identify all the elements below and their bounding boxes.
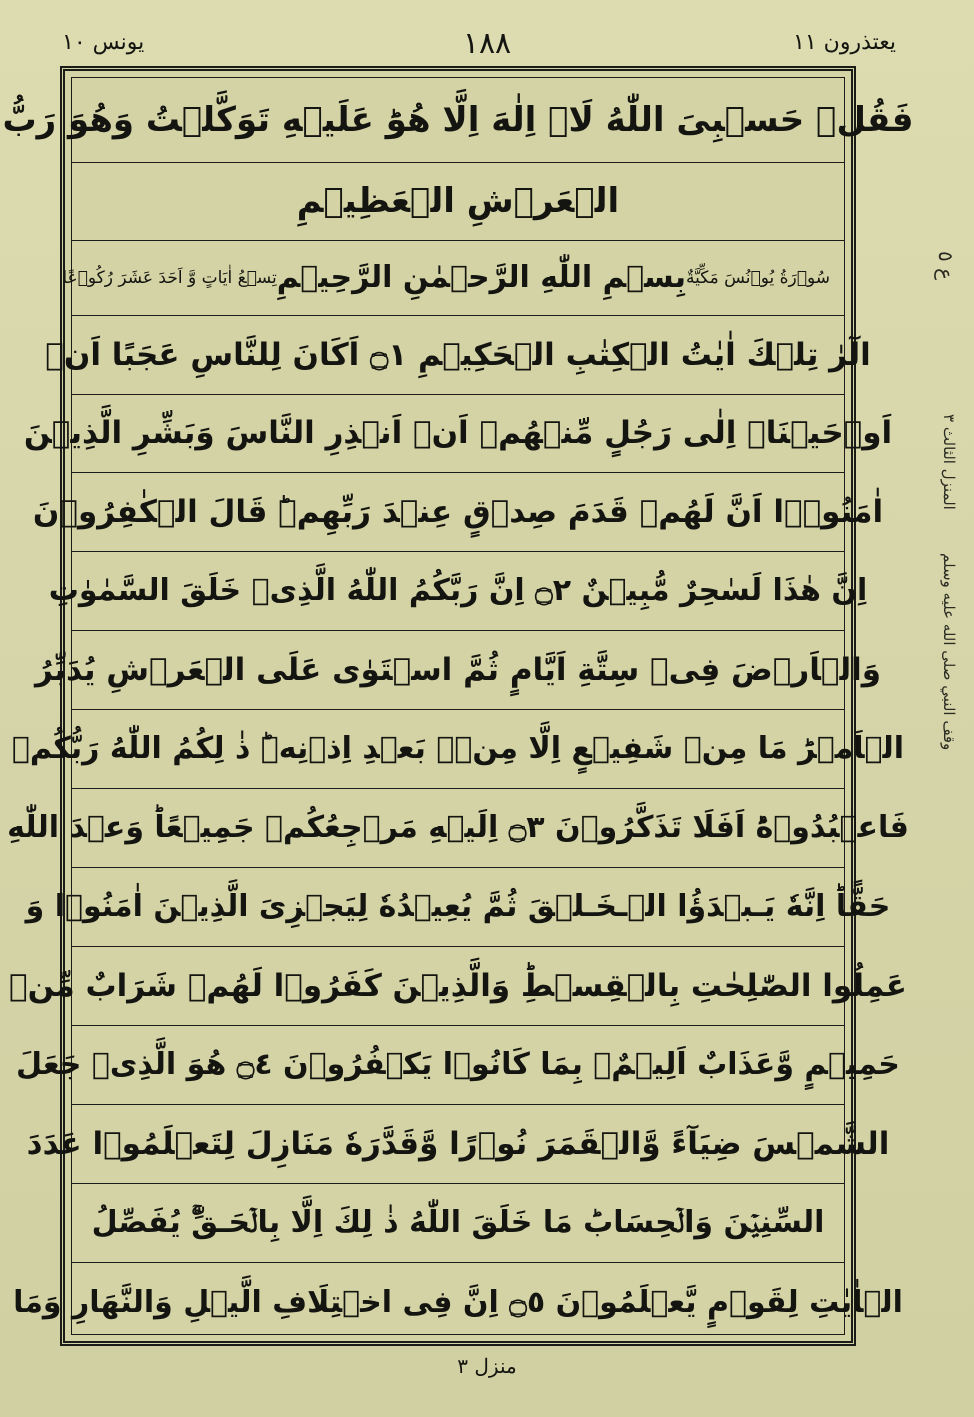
line-text: الۡعَرۡشِ الۡعَظِيۡمِ — [296, 181, 620, 221]
line-text: الۡاَمۡرَ‌ؕ مَا مِنۡ شَفِيۡعٍ اِلَّا مِنۡۢ بَعۡدِ اِذۡنِهٖ‌ؕ ذٰ لِكُمُ اللّٰهُ رَبُّكُمۡ — [11, 731, 905, 766]
ruku-marker: ع ٥ — [934, 250, 958, 280]
line-text: الشَّمۡسَ ضِيَآءً وَّالۡقَمَرَ نُوۡرًا وَّقَدَّرَهٗ مَنَازِلَ لِتَعۡلَمُوۡا عَدَدَ — [26, 1125, 890, 1162]
line-text: حَمِيۡمٍ وَّعَذَابٌ اَلِيۡمٌۢ بِمَا كَانُوۡا يَكۡفُرُوۡنَ ۝٤ هُوَ الَّذِىۡ جَعَلَ — [16, 1047, 900, 1082]
text-line-2 — [72, 162, 844, 241]
waqf-marker: وقف النبي صلى الله عليه وسلم — [940, 552, 958, 750]
text-line-12 — [16, 1025, 900, 1105]
line-text: فَاعۡبُدُوۡهُ‌ؕ اَفَلَا تَذَكَّرُوۡنَ ۝٣ اِلَيۡهِ مَرۡجِعُكُمۡ جَمِيۡعًا‌ؕ وَعۡدَ اللّٰهِ — [7, 810, 909, 845]
text-line-4 — [23, 394, 893, 473]
line-text: عَمِلُوا الصّٰلِحٰتِ بِالۡقِسۡطِ‌ؕ وَالَّذِيۡنَ كَفَرُوۡا لَهُمۡ شَرَابٌ مِّنۡ — [9, 967, 907, 1004]
text-line-5 — [32, 472, 884, 552]
text-line-14 — [72, 1183, 844, 1263]
page-number: ١٨٨ — [462, 26, 512, 61]
manzil-marker: المنزل الثالث ٣ — [940, 414, 958, 510]
text-frame — [2, 66, 914, 1346]
bismillah: بِسۡمِ اللّٰهِ الرَّحۡمٰنِ الرَّحِيۡمِ — [276, 260, 686, 295]
line-text: فَقُلۡ حَسۡبِىَ اللّٰهُ ‌لَاۤ اِلٰهَ اِلَّا هُوَ‌ؕ عَلَيۡهِ تَوَكَّلۡتُ‌ وَهُوَ رَبُّ — [2, 100, 914, 140]
footer-manzil: منزل ٣ — [457, 1354, 517, 1378]
text-line-8 — [11, 709, 905, 789]
line-text: السِّنِيۡنَ وَالۡحِسَابَ‌ؕ مَا خَلَقَ اللّٰهُ ذٰ لِكَ اِلَّا بِالۡحَـقِّ‌ۚ يُفَصِّلُ — [91, 1205, 825, 1240]
text-line-7 — [35, 630, 881, 710]
ayah-count-label: تِسۡعُ اٰيَاتٍ وَّ اَحَدَ عَشَرَ رُكُوۡعًا — [62, 267, 277, 288]
surah-header-row — [62, 240, 844, 316]
line-text: حَقًّا‌ؕ اِنَّهٗ يَـبۡدَؤُا الۡـخَـلۡقَ ثُمَّ يُعِيۡدُهٗ لِيَجۡزِىَ الَّذِيۡنَ اٰمَنُوۡا وَ — [25, 889, 891, 924]
text-line-15 — [13, 1262, 903, 1342]
line-text: اِنَّ هٰذَا لَسٰحِرٌ مُّبِيۡنٌ ۝٢ اِنَّ رَبَّكُمُ اللّٰهُ الَّذِىۡ خَلَقَ السَّمٰوٰتِ — [48, 573, 868, 608]
text-line-11 — [9, 946, 907, 1026]
header-juz-label: يعتذرون ١١ — [793, 30, 896, 55]
line-text: اٰمَنُوۡۤا اَنَّ لَهُمۡ قَدَمَ صِدۡقٍ عِنۡدَ رَبِّهِمۡ‌ؕ قَالَ الۡكٰفِرُوۡنَ — [32, 493, 884, 530]
text-line-13 — [26, 1104, 890, 1184]
line-text: الۡاٰيٰتِ لِقَوۡمٍ يَّعۡلَمُوۡنَ ۝٥ اِنَّ فِى اخۡتِلَافِ الَّيۡلِ وَالنَّهَارِ وَمَا — [13, 1284, 903, 1320]
text-line-10 — [25, 867, 891, 947]
text-line-1 — [2, 78, 914, 163]
line-text: اَوۡحَيۡنَاۤ اِلٰى رَجُلٍ مِّنۡهُمۡ اَنۡ اَنۡذِرِ النَّاسَ وَبَشِّرِ الَّذِيۡنَ — [23, 415, 893, 451]
text-line-6 — [48, 551, 868, 631]
line-text: وَالۡاَرۡضَ فِىۡ سِتَّةِ اَيَّامٍ ثُمَّ اسۡتَوٰى عَلَى الۡعَرۡشِ يُدَبِّرُ — [35, 651, 881, 688]
text-frame-inner — [2, 77, 914, 1335]
line-text: الٓرٰ‌ تِلۡكَ اٰيٰتُ الۡكِتٰبِ الۡحَكِيۡمِ ۝١ اَكَانَ لِلنَّاسِ عَجَبًا اَنۡ — [45, 337, 871, 373]
text-line-3 — [45, 316, 871, 395]
header-surah-label: يونس ١٠ — [62, 30, 145, 55]
text-line-9 — [7, 788, 909, 868]
surah-name-label: سُوۡرَةُ يُوۡنُسَ مَكِّيَّةٌ — [685, 267, 830, 288]
